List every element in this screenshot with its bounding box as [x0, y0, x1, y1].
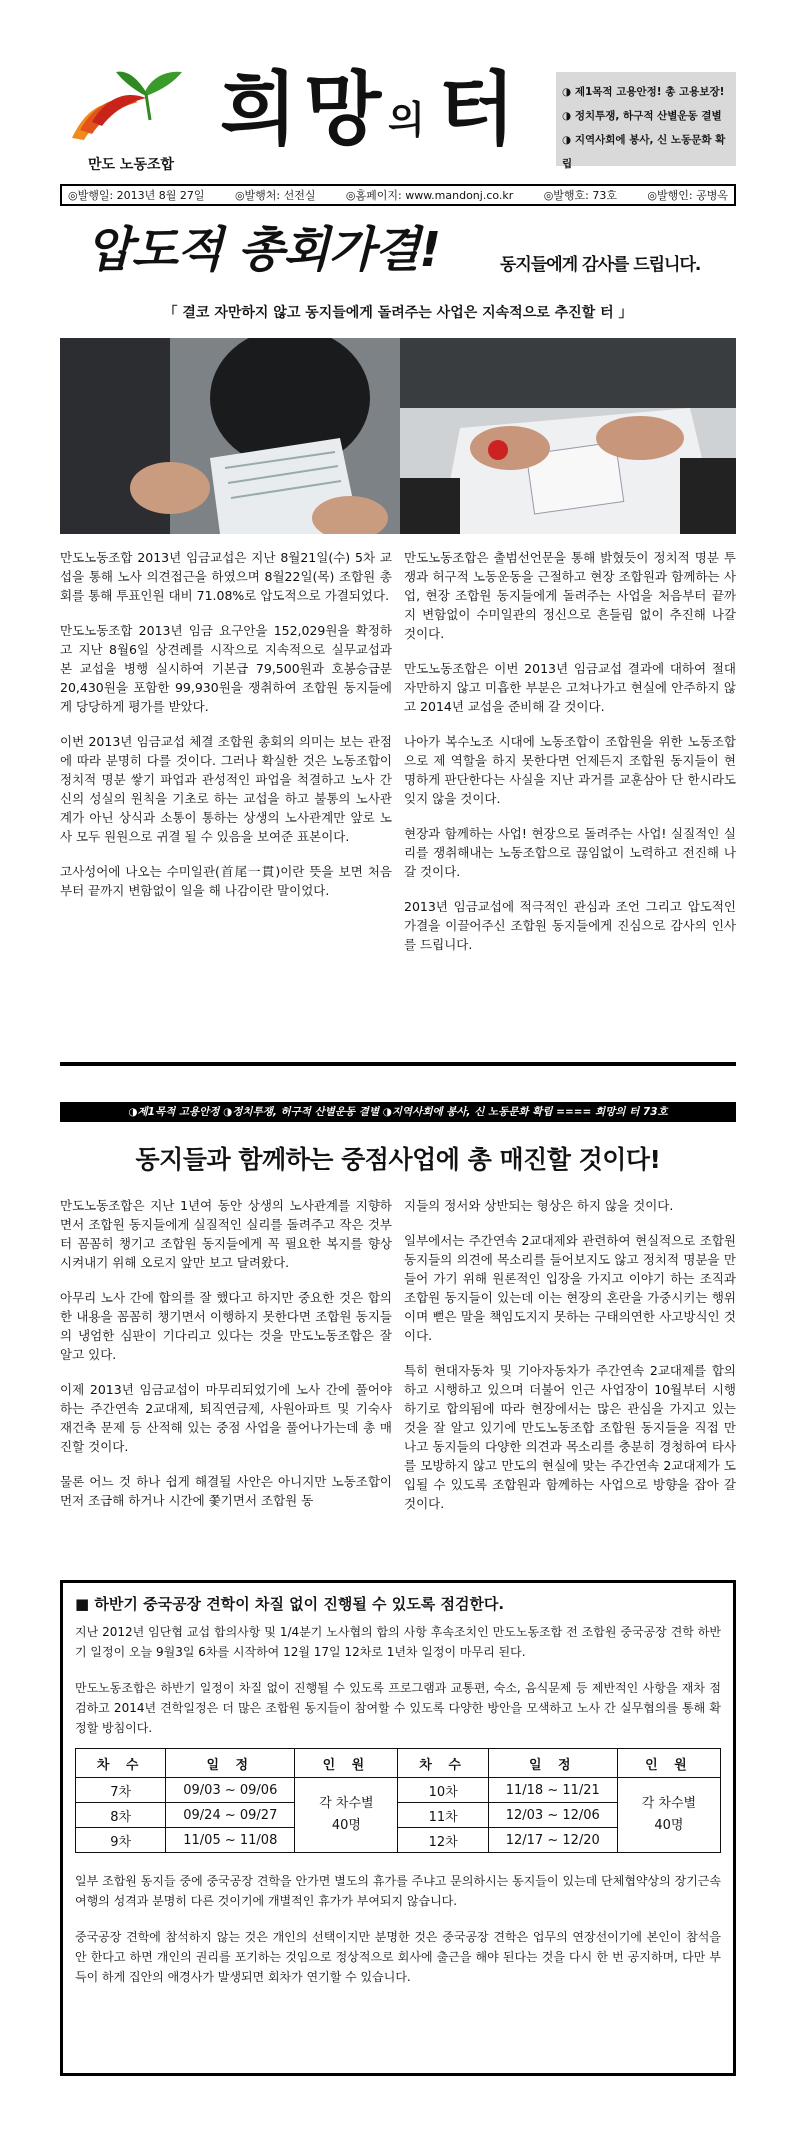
article2-right-para-1: 지들의 정서와 상반되는 형상은 하지 않을 것이다. — [404, 1198, 674, 1213]
article1-left-para-1: 만도노동조합 2013년 임금교섭은 지난 8월21일(수) 5차 교섭을 통해 노사 의견접근을 하였으며 8월22일(목) 조합원 총회를 통해 투표인원 대비 71.08%로 압도적으로 가결되었다. — [60, 550, 392, 603]
slogan-box — [556, 72, 736, 170]
headline-quote: 「 결코 자만하지 않고 동지들에게 돌려주는 사업은 지속적으로 추진할 터 」 — [163, 305, 633, 321]
article1-right-column — [404, 548, 736, 970]
article2-right-para-3: 특히 현대자동차 및 기아자동차가 주간연속 2교대제를 합의하고 시행하고 있으며 더불어 인근 사업장이 10월부터 시행하기로 합의됨에 따라 현장에서는 많은 관심을 가지고 있는 것을 잘 알고 있기에 만도노동조합 조합원 동지들을 직접 만나고 동지들의 다양한 의견과 목소리를 충분히 경청하여 타사를 모방하지 않고 만도의 현실에 맞는 주간연속 2교대제가 도입될 수 있도록 조합원과 함께하는 사업으로 방향을 잡아 갈 것이다. — [404, 1363, 736, 1511]
issue-issuer: ◎발행인: 공병옥 — [647, 189, 728, 202]
dates-cell: 11/18 ~ 11/21 — [488, 1778, 617, 1803]
header-people-left: 인 원 — [295, 1749, 398, 1778]
article2-right-para-2: 일부에서는 주간연속 2교대제와 관련하여 현실적으로 조합원 동지들의 의견에 목소리를 들어보지도 않고 정치적 명분을 만들어 가기 위해 원론적인 입장을 가지고 이야기 하는 조직과 조합원 동지들이 있는데 이는 현장의 혼란을 가중시키는 행위이며 뻗은 말을 책임도지지 못하는 구태의연한 사고방식인 것이다. — [404, 1233, 736, 1343]
photo-ballot-counting-left — [60, 338, 400, 534]
box-para-3: 일부 조합원 동지들 중에 중국공장 견학을 안가면 별도의 휴가를 주냐고 문의하시는 동지들이 있는데 단체협약상의 장기근속 여행의 성격과 분명히 다른 것이기에 개별적인 휴가가 부여되지 않습니다. — [75, 1874, 721, 1908]
issue-number: ◎발행호: 73호 — [543, 189, 618, 202]
title-char-2: 망 — [304, 63, 382, 156]
dates-cell: 09/24 ~ 09/27 — [166, 1803, 295, 1828]
article2-left-para-3: 이제 2013년 임금교섭이 마무리되었기에 노사 간에 풀어야 하는 주간연속 2교대제, 퇴직연금제, 사원아파트 및 기숙사 재건축 문제 등 산적해 있는 중점 사업을 풀어나가는데 총 매진할 것이다. — [60, 1382, 392, 1454]
article1-right-para-1: 만도노동조합은 출범선언문을 통해 밝혔듯이 정치적 명분 투쟁과 허구적 노동운동을 근절하고 현장 조합원과 함께하는 사업, 현장 조합원 동지들에게 돌려주는 사업을 처음부터 끝까지 변함없이 수미일관의 정신으로 흔들림 없이 추진해 나갈 것이다. — [404, 550, 736, 641]
dates-cell: 11/05 ~ 11/08 — [166, 1828, 295, 1853]
page2-banner: ◑제1목적 고용안정 ◑정치투쟁, 허구적 산별운동 결별 ◑지역사회에 봉사, 신 노동문화 확립 ==== 희망의 터 73호 — [60, 1102, 736, 1122]
box-para-1: 지난 2012년 임단협 교섭 합의사항 및 1/4분기 노사협의 합의 사항 후속조치인 만도노동조합 전 조합원 중국공장 견학 하반기 일정이 오늘 9월3일 6차를 시작하여 12월 17일 12차로 1년차 일정이 마무리 된다. — [75, 1625, 721, 1659]
dates-cell: 09/03 ~ 09/06 — [166, 1778, 295, 1803]
round-cell: 12차 — [398, 1828, 488, 1853]
union-logo — [66, 58, 186, 148]
issue-date: ◎발행일: 2013년 8월 27일 — [68, 189, 205, 202]
dates-cell: 12/03 ~ 12/06 — [488, 1803, 617, 1828]
round-cell: 11차 — [398, 1803, 488, 1828]
slogan-1: ◑ 제1목적 고용안정! 총 고용보장! — [562, 86, 725, 98]
union-name: 만도 노동조합 — [88, 157, 175, 173]
slogan-2: ◑ 정치투쟁, 하구적 산별운동 결별 — [562, 110, 722, 122]
article1-left-column — [60, 548, 392, 916]
article1-right-para-5: 2013년 임금교섭에 적극적인 관심과 조언 그리고 압도적인 가결을 이끌어주신 조합원 동지들에게 진심으로 감사의 인사를 드립니다. — [404, 899, 736, 952]
newsletter-title — [220, 62, 550, 162]
title-char-4: 터 — [438, 63, 516, 156]
people-cell-left: 각 차수별 40명 — [295, 1778, 398, 1853]
china-factory-tour-box — [60, 1580, 736, 2076]
article2-title: 동지들과 함께하는 중점사업에 총 매진할 것이다! — [135, 1145, 661, 1174]
photo-ballot-counting-right — [400, 338, 736, 534]
section-divider — [60, 1062, 736, 1066]
article1-right-para-2: 만도노동조합은 이번 2013년 임금교섭 결과에 대하여 절대 자만하지 않고 미흡한 부분은 고쳐나가고 현실에 안주하지 않고 2014년 교섭을 준비해 갈 것이다. — [404, 661, 736, 714]
box-para-4: 중국공장 견학에 참석하지 않는 것은 개인의 선택이지만 분명한 것은 중국공장 견학은 업무의 연장선이기에 본인이 참석을 안 한다고 하면 개인의 권리를 포기하는 것임으로 정상적으로 회사에 출근을 해야 된다는 것을 다시 한 번 공지하며, 다만 부득이 하게 집안의 애경사가 발생되면 회차가 연기할 수 있습니다. — [75, 1930, 721, 1984]
headline-main: 압도적 총회가결! — [86, 222, 441, 278]
article2-left-para-1: 만도노동조합은 지난 1년여 동안 상생의 노사관계를 지향하면서 조합원 동지들에게 실질적인 실리를 돌려주고 작은 것부터 꼼꼼히 챙기고 조합원 동지들에게 꼭 필요한 복지를 향상 시켜내기 위해 오로지 앞만 보고 달려왔다. — [60, 1198, 392, 1270]
article1-left-para-2: 만도노동조합 2013년 임금 요구안을 152,029원을 확정하고 지난 8월6일 상견례를 시작으로 지속적으로 실무교섭과 본 교섭을 병행 실시하여 기본급 79,500원과 호봉승급분 20,430원을 포함한 99,930원을 쟁취하여 조합원 동지들에게 당당하게 평가를 받았다. — [60, 623, 392, 714]
article1-left-para-4: 고사성어에 나오는 수미일관(首尾一貫)이란 뜻을 보면 처음부터 끝까지 변함없이 일을 해 나감이란 말이었다. — [60, 864, 392, 898]
header-round-left: 차 수 — [76, 1749, 166, 1778]
round-cell: 8차 — [76, 1803, 166, 1828]
box-para-2: 만도노동조합은 하반기 일정이 차질 없이 진행될 수 있도록 프로그램과 교통편, 숙소, 음식문제 등 제반적인 사항을 재차 점검하고 2014년 견학일정은 더 많은 조합원 동지들이 참여할 수 있도록 다양한 방안을 모색하고 노사 간 실무협의를 통해 확정할 방침이다. — [75, 1681, 721, 1735]
tour-schedule-table — [75, 1748, 721, 1853]
dates-cell: 12/17 ~ 12/20 — [488, 1828, 617, 1853]
header-dates-right: 일 정 — [488, 1749, 617, 1778]
slogan-3: ◑ 지역사회에 봉사, 신 노동문화 확립 — [562, 134, 726, 170]
header-round-right: 차 수 — [398, 1749, 488, 1778]
title-char-3: 의 — [388, 98, 425, 142]
round-cell: 9차 — [76, 1828, 166, 1853]
article2-left-column — [60, 1196, 392, 1526]
issue-info-bar — [60, 184, 736, 206]
table-header-row — [76, 1749, 721, 1778]
round-cell: 10차 — [398, 1778, 488, 1803]
article2-right-column — [404, 1196, 736, 1529]
article2-left-para-4: 물론 어느 것 하나 쉽게 해결될 사안은 아니지만 노동조합이 먼저 조급해 하거나 시간에 쫓기면서 조합원 동 — [60, 1474, 392, 1508]
round-cell: 7차 — [76, 1778, 166, 1803]
header-people-right: 인 원 — [617, 1749, 720, 1778]
article2-left-para-2: 아무리 노사 간에 합의를 잘 했다고 하지만 중요한 것은 합의한 내용을 꼼꼼히 챙기면서 이행하지 못한다면 조합원 동지들의 냉엄한 심판이 기다리고 있다는 것을 만도노동조합은 잘 알고 있다. — [60, 1290, 392, 1362]
people-cell-right: 각 차수별 40명 — [617, 1778, 720, 1853]
issue-publisher: ◎발행처: 선전실 — [234, 189, 316, 202]
table-row — [76, 1778, 721, 1803]
article1-right-para-3: 나아가 복수노조 시대에 노동조합이 조합원을 위한 노동조합으로 제 역할을 하지 못한다면 언제든지 조합원 동지들이 현명하게 판단한다는 사실을 지난 과거를 교훈삼아 단 한시라도 잊지 않을 것이다. — [404, 734, 736, 806]
issue-homepage[interactable]: ◎홈페이지: www.mandonj.co.kr — [345, 189, 514, 202]
title-char-1: 희 — [220, 63, 298, 156]
headline-sub: 동지들에게 감사를 드립니다. — [500, 255, 701, 275]
article1-left-para-3: 이번 2013년 임금교섭 체결 조합원 총회의 의미는 보는 관점에 따라 분명히 다를 것이다. 그러나 확실한 것은 노동조합이 정치적 명분 쌓기 파업과 관성적인 파업을 척결하고 노사 간 신의 성실의 원칙을 기초로 하는 교섭을 하고 불통의 노사관계가 아닌 상식과 소통이 통하는 상생의 노사관계만 앞로 노사 모두 원원으로 귀결 될 수 있음을 보여준 표본이다. — [60, 734, 392, 844]
header-dates-left: 일 정 — [166, 1749, 295, 1778]
article1-right-para-4: 현장과 함께하는 사업! 현장으로 돌려주는 사업! 실질적인 실리를 쟁취해내는 노동조합으로 끊임없이 노력하고 전진해 나갈 것이다. — [404, 826, 736, 879]
box-title: ■ 하반기 중국공장 견학이 차질 없이 진행될 수 있도록 점검한다. — [75, 1595, 505, 1613]
